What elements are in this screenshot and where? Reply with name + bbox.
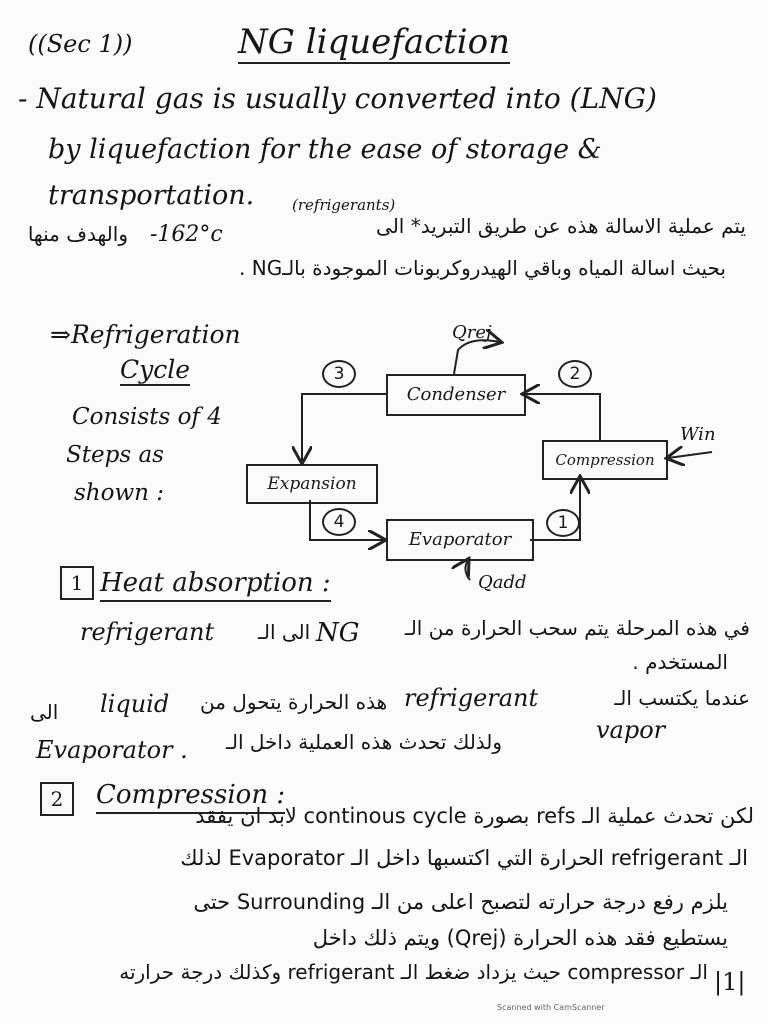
- s1-line1-ar-end: المستخدم .: [632, 650, 728, 674]
- section-1-number: 1: [60, 566, 94, 600]
- intro-line-1: - Natural gas is usually converted into (LNG): [18, 82, 657, 115]
- cycle-label-2: Cycle: [120, 355, 191, 384]
- s1-line2-en1: refrigerant: [404, 684, 539, 712]
- s1-line1-ng: NG: [316, 618, 360, 648]
- section-2-number: 2: [40, 782, 74, 816]
- step-1-marker: 1: [546, 509, 580, 537]
- s1-line3-ar: ولذلك تحدث هذه العملية داخل الـ: [226, 730, 503, 754]
- cycle-label-1: ⇒Refrigeration: [50, 320, 241, 349]
- step-3-marker: 3: [322, 360, 356, 388]
- intro-line-2: by liquefaction for the ease of storage &: [48, 134, 602, 165]
- arrow-evaporator-to-compression: [530, 478, 580, 540]
- s1-line1-en: refrigerant: [80, 618, 215, 646]
- intro-line-3: transportation.: [48, 180, 255, 211]
- cycle-desc-3: shown :: [74, 480, 165, 506]
- q-rej-label: Qrej: [452, 322, 492, 343]
- arrow-compression-to-condenser: [524, 394, 600, 440]
- cycle-desc-1: Consists of 4: [72, 404, 222, 430]
- arabic-line-1-left: والهدف منها: [27, 222, 128, 246]
- arabic-line-1-temp: -162°c: [150, 222, 223, 247]
- arrow-q-rej: [454, 340, 500, 374]
- expansion-box: Expansion: [246, 464, 378, 504]
- page-mark: |1|: [714, 968, 746, 996]
- page-title: NG liquefaction: [238, 22, 511, 62]
- condenser-box: Condenser: [386, 374, 526, 416]
- section-label: ((Sec 1)): [28, 30, 133, 58]
- section-2-heading: Compression :: [96, 780, 285, 814]
- cycle-desc-2: Steps as: [66, 442, 164, 468]
- w-in-label: Win: [680, 424, 716, 445]
- arabic-line-1-right: يتم عملية الاسالة هذه عن طريق التبريد* الى: [376, 214, 746, 238]
- arrow-q-add: [465, 560, 470, 580]
- section-1-heading: Heat absorption :: [100, 568, 331, 602]
- s2-line1: لكن تحدث عملية الـ refs بصورة continous cycle لابد ان يفقد: [195, 804, 754, 828]
- step-2-marker: 2: [558, 360, 592, 388]
- s1-line1-ar-mid: الى الـ: [258, 620, 311, 644]
- s2-line5: الـ compressor حيث يزداد ضغط الـ refrigerant وكذلك درجة حرارته: [119, 960, 708, 984]
- s1-line2-ar2: هذه الحرارة يتحول من: [200, 690, 388, 714]
- arrow-w-in: [668, 452, 712, 458]
- s1-line3-en: vapor: [596, 716, 666, 744]
- compression-box: Compression: [542, 440, 668, 480]
- arrow-condenser-to-expansion: [302, 394, 386, 462]
- s1-line1-ar-right: في هذه المرحلة يتم سحب الحرارة من الـ: [404, 616, 750, 640]
- s2-line4: يستطيع فقد هذه الحرارة (Qrej) ويتم ذلك داخل: [312, 926, 728, 950]
- s1-line2-ar: عندما يكتسب الـ: [614, 686, 750, 710]
- arrow-expansion-to-evaporator: [310, 500, 384, 540]
- s1-line2-ar3: الى: [30, 700, 59, 724]
- s2-line3: يلزم رفع درجة حرارته لتصبح اعلى من الـ Surrounding حتى: [193, 890, 728, 914]
- refrigerants-note: (refrigerants): [292, 196, 396, 214]
- step-4-marker: 4: [322, 508, 356, 536]
- s1-line3-en2: Evaporator .: [36, 736, 188, 764]
- s1-line2-en2: liquid: [100, 690, 170, 718]
- scanner-watermark: Scanned with CamScanner: [497, 1003, 605, 1012]
- evaporator-box: Evaporator: [386, 519, 534, 561]
- s2-line2: الـ refrigerant الحرارة التي اكتسبها داخل الـ Evaporator لذلك: [180, 846, 748, 870]
- q-add-label: Qadd: [478, 572, 527, 593]
- arabic-line-2: بحيث اسالة المياه وباقي الهيدروكربونات الموجودة بالـNG .: [239, 256, 726, 280]
